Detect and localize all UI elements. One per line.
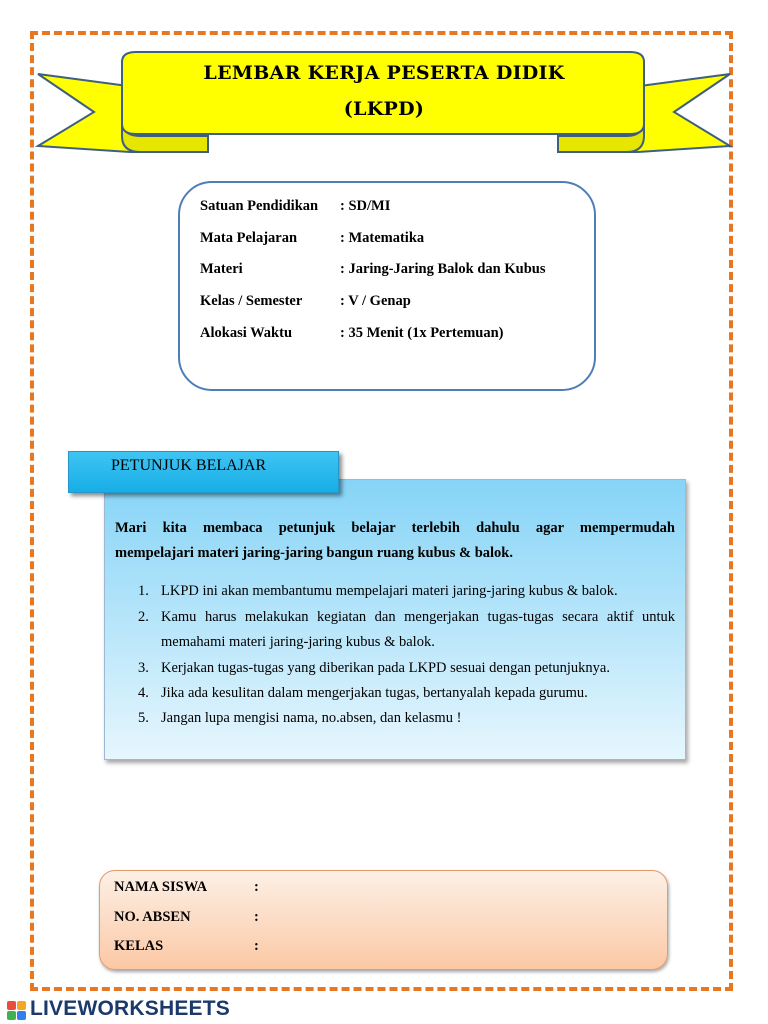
info-value: : Matematika xyxy=(340,230,425,246)
list-text-line-1: Kamu harus melakukan kegiatan dan mengerjakan tugas-tugas secara aktif untuk xyxy=(161,609,675,625)
info-label: Mata Pelajaran xyxy=(200,230,298,246)
title-line-1: LEMBAR KERJA PESERTA DIDIK xyxy=(203,62,565,84)
info-label: Satuan Pendidikan xyxy=(200,198,319,214)
student-label: NO. ABSEN xyxy=(114,909,191,925)
list-number: 3. xyxy=(138,660,149,676)
info-label: Materi xyxy=(200,261,243,277)
student-colon: : xyxy=(254,909,259,925)
student-colon: : xyxy=(254,938,259,954)
list-text: LKPD ini akan membantumu mempelajari materi jaring-jaring kubus & balok. xyxy=(161,583,618,599)
list-number: 5. xyxy=(138,710,149,726)
info-value: : 35 Menit (1x Pertemuan) xyxy=(340,325,504,341)
intro-line-1: Mari kita membaca petunjuk belajar terlebih dahulu agar mempermudah xyxy=(115,520,675,536)
list-text xyxy=(161,605,675,655)
list-text: Jangan lupa mengisi nama, no.absen, dan kelasmu ! xyxy=(161,710,462,726)
list-number: 4. xyxy=(138,685,149,701)
student-label: KELAS xyxy=(114,938,164,954)
info-value: : V / Genap xyxy=(340,293,411,309)
list-number: 1. xyxy=(138,583,149,599)
liveworksheets-logo-icon xyxy=(6,996,28,1022)
student-colon: : xyxy=(254,879,259,895)
list-text-line-2: memahami materi jaring-jaring kubus & balok. xyxy=(161,634,435,650)
title-line-2: (LKPD) xyxy=(343,98,425,120)
instructions-title: PETUNJUK BELAJAR xyxy=(111,457,267,474)
list-text: Kerjakan tugas-tugas yang diberikan pada LKPD sesuai dengan petunjuknya. xyxy=(161,660,610,676)
info-value: : SD/MI xyxy=(340,198,391,214)
instructions-intro xyxy=(115,516,675,566)
student-label: NAMA SISWA xyxy=(114,879,208,895)
list-text: Jika ada kesulitan dalam mengerjakan tugas, bertanyalah kepada gurumu. xyxy=(161,685,588,701)
info-label: Kelas / Semester xyxy=(200,293,303,309)
info-label: Alokasi Waktu xyxy=(200,325,293,341)
liveworksheets-brand[interactable]: LIVEWORKSHEETS xyxy=(30,997,230,1020)
intro-line-2: mempelajari materi jaring-jaring bangun ruang kubus & balok. xyxy=(115,545,513,561)
list-number: 2. xyxy=(138,609,149,625)
page-title xyxy=(124,55,644,127)
info-value: : Jaring-Jaring Balok dan Kubus xyxy=(340,261,546,277)
instructions-header xyxy=(68,451,339,493)
